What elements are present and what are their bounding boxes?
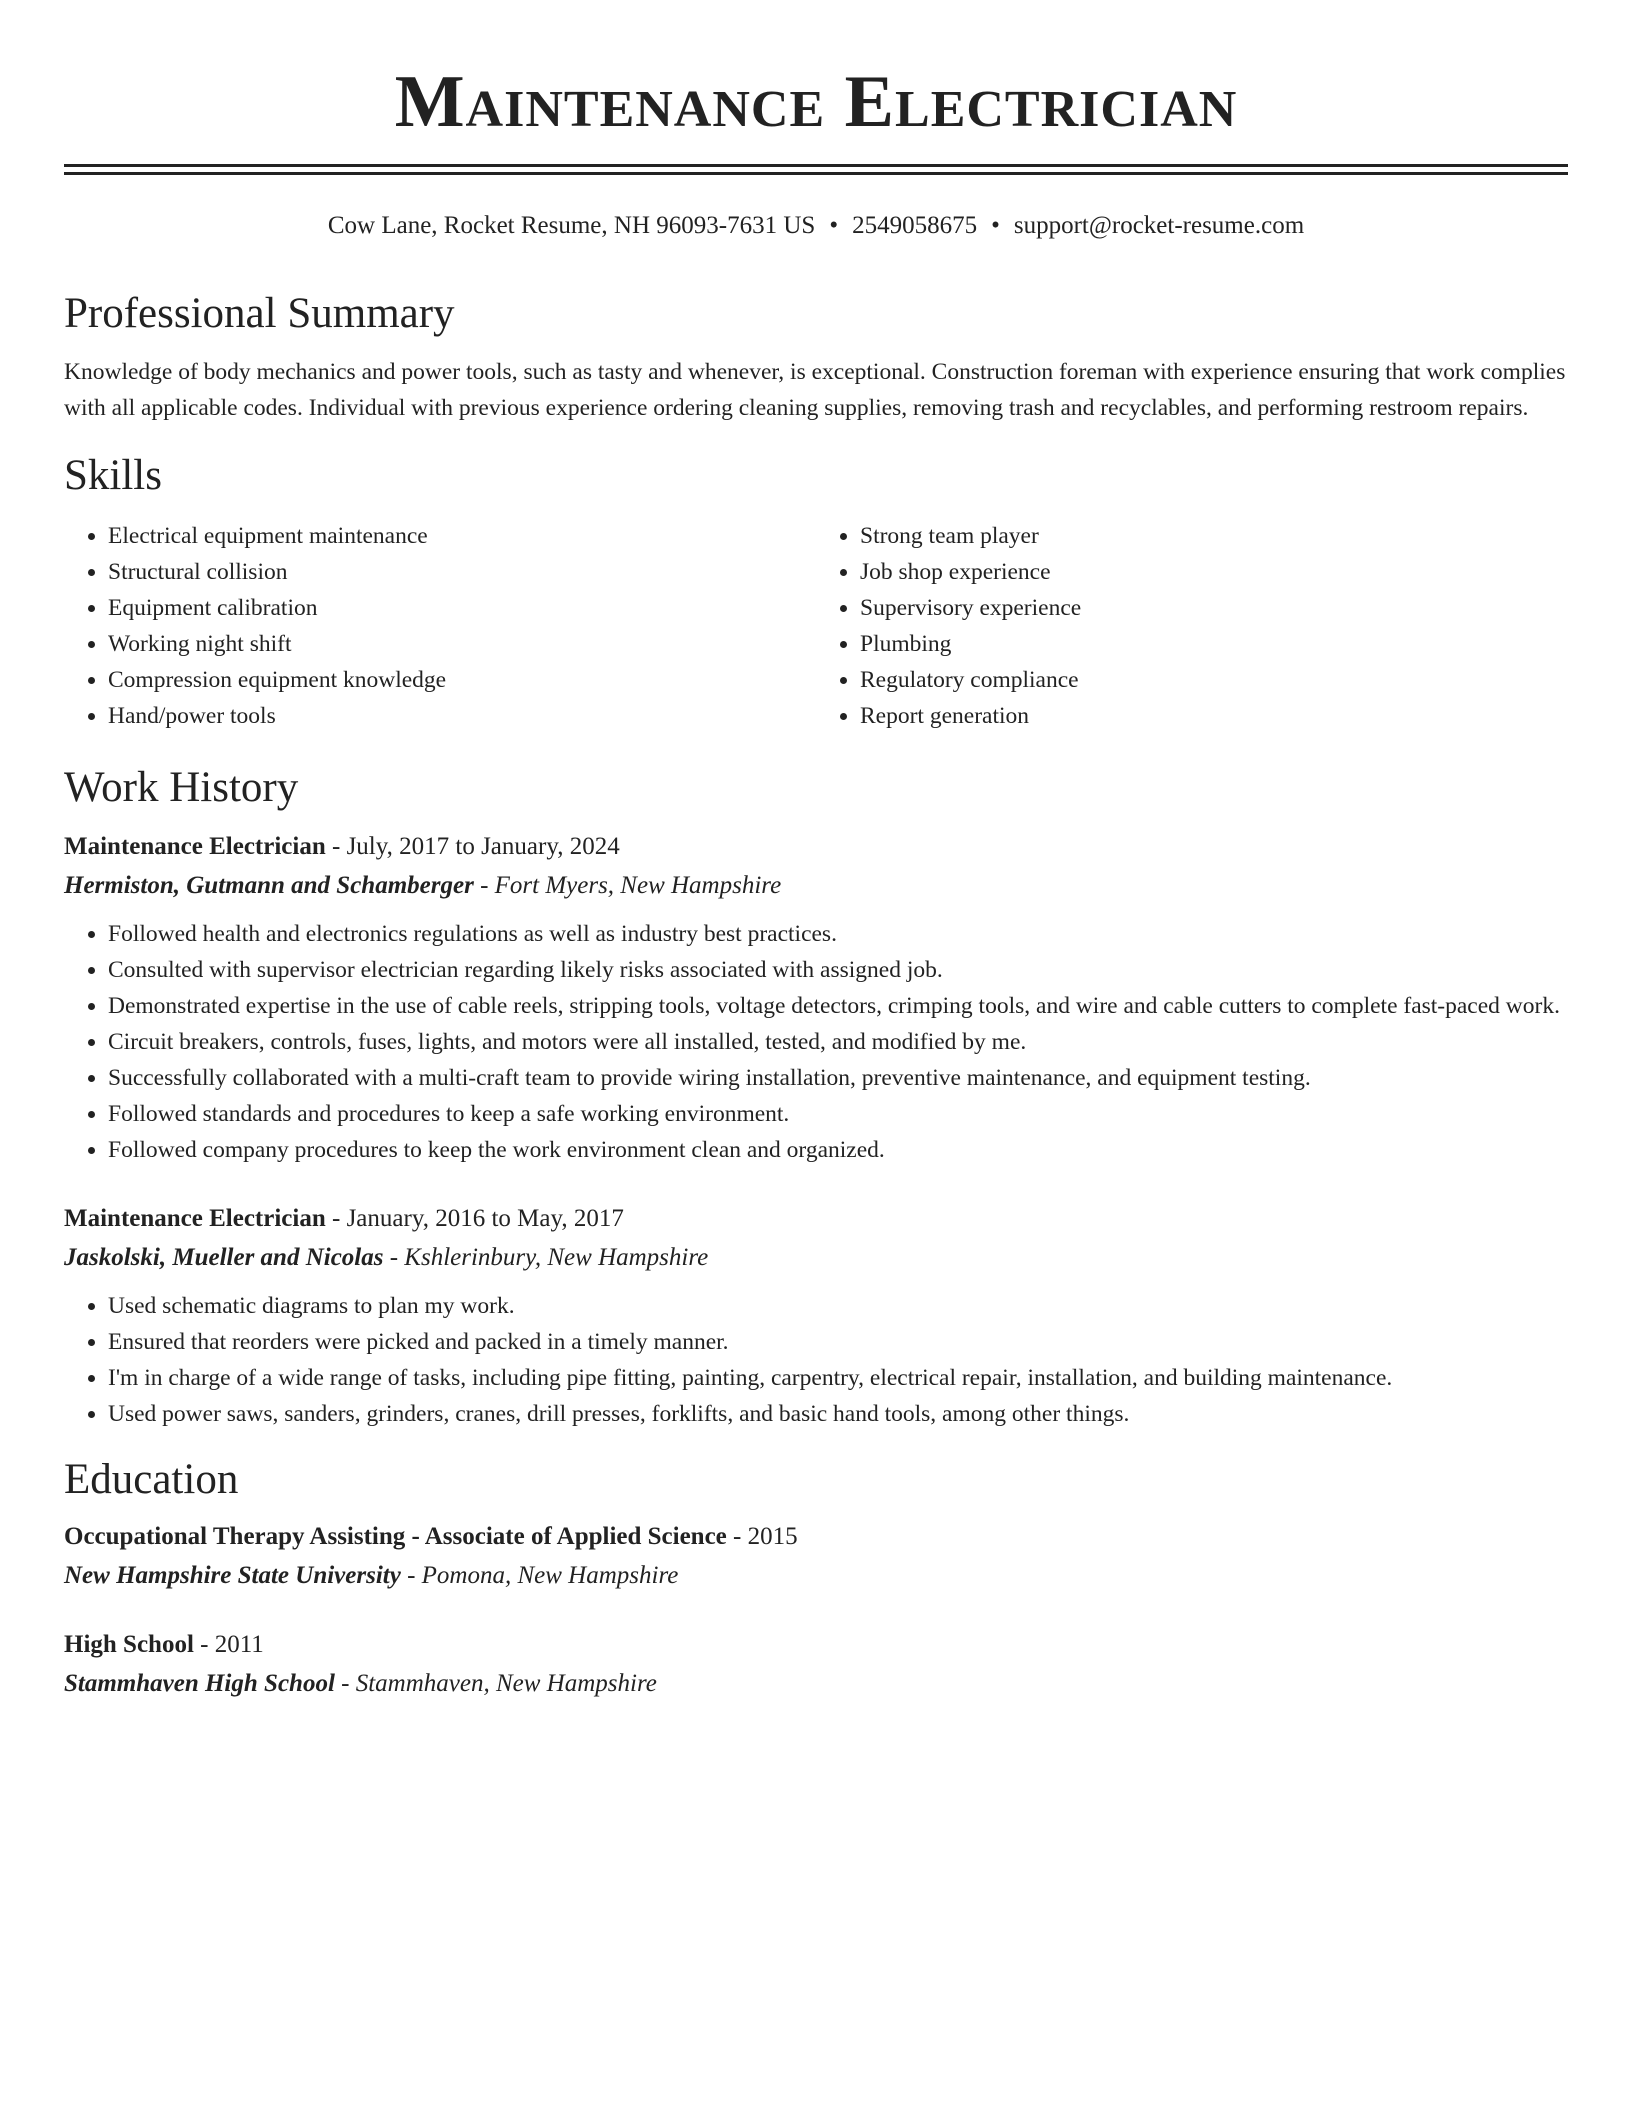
education-year: - 2011 bbox=[200, 1631, 264, 1658]
job-company: Jaskolski, Mueller and Nicolas bbox=[64, 1244, 384, 1271]
contact-separator: • bbox=[991, 212, 1000, 239]
skill-item: • Strong team player bbox=[860, 518, 1568, 554]
skill-item: • Structural collision bbox=[108, 554, 816, 590]
job-bullet: • Followed standards and procedures to keep a safe working environment. bbox=[108, 1096, 1568, 1132]
job-bullets bbox=[64, 916, 1568, 1168]
work-heading: Work History bbox=[64, 764, 299, 811]
contact-line bbox=[64, 210, 1568, 242]
skill-item: • Hand/power tools bbox=[108, 698, 816, 734]
skills-grid bbox=[64, 518, 1568, 734]
job-role: Maintenance Electrician bbox=[64, 1205, 326, 1232]
education-school-line bbox=[64, 1664, 1568, 1704]
skill-item: • Equipment calibration bbox=[108, 590, 816, 626]
job-bullet: • Followed health and electronics regulations as well as industry best practices. bbox=[108, 916, 1568, 952]
contact-address: Cow Lane, Rocket Resume, NH 96093-7631 US bbox=[327, 212, 816, 239]
contact-phone: 2549058675 bbox=[852, 212, 978, 239]
job-bullet: • Used schematic diagrams to plan my work. bbox=[108, 1288, 1568, 1324]
skill-item: • Job shop experience bbox=[860, 554, 1568, 590]
job-dates: - January, 2016 to May, 2017 bbox=[332, 1205, 624, 1232]
job-location: - Kshlerinbury, New Hampshire bbox=[389, 1244, 709, 1271]
job-location: - Fort Myers, New Hampshire bbox=[480, 872, 782, 899]
job-bullet: • Circuit breakers, controls, fuses, lights, and motors were all installed, tested, and modified by me. bbox=[108, 1024, 1568, 1060]
job-entry bbox=[64, 828, 1568, 1168]
contact-email: support@rocket-resume.com bbox=[1013, 212, 1305, 239]
resume-name: Maintenance Electrician bbox=[394, 61, 1238, 143]
education-degree: High School bbox=[64, 1631, 194, 1658]
education-school-line bbox=[64, 1556, 1568, 1596]
job-header bbox=[64, 1200, 1568, 1238]
job-bullet: • Used power saws, sanders, grinders, cranes, drill presses, forklifts, and basic hand tools, among other things. bbox=[108, 1396, 1568, 1432]
job-company-line bbox=[64, 1238, 1568, 1278]
job-bullet: • Ensured that reorders were picked and packed in a timely manner. bbox=[108, 1324, 1568, 1360]
skills-list-right bbox=[816, 518, 1568, 734]
education-location: - Stammhaven, New Hampshire bbox=[341, 1670, 657, 1697]
job-bullet: • Demonstrated expertise in the use of cable reels, stripping tools, voltage detectors, crimping tools, and wire and cable cutters to complete fast-paced work. bbox=[108, 988, 1568, 1024]
education-degree: Occupational Therapy Assisting - Associate of Applied Science bbox=[64, 1523, 727, 1550]
skill-item: • Electrical equipment maintenance bbox=[108, 518, 816, 554]
contact-separator: • bbox=[829, 212, 839, 239]
education-year: - 2015 bbox=[733, 1523, 798, 1550]
summary-text: Knowledge of body mechanics and power tools, such as tasty and whenever, is exceptional. Construction foreman with experience ensuring that work complies with all applicable codes. Individual with previous experience ordering cleaning supplies, removing trash and recyclables, and performing restroom repairs. bbox=[64, 359, 1566, 421]
header-double-rule bbox=[64, 164, 1568, 175]
skill-item: • Working night shift bbox=[108, 626, 816, 662]
education-degree-line bbox=[64, 1518, 1568, 1556]
education-school: New Hampshire State University bbox=[64, 1562, 401, 1589]
job-dates: - July, 2017 to January, 2024 bbox=[332, 833, 620, 860]
skill-item: • Supervisory experience bbox=[860, 590, 1568, 626]
skill-item: • Regulatory compliance bbox=[860, 662, 1568, 698]
job-bullet: • Consulted with supervisor electrician regarding likely risks associated with assigned job. bbox=[108, 952, 1568, 988]
job-company: Hermiston, Gutmann and Schamberger bbox=[64, 872, 474, 899]
job-bullet: • Followed company procedures to keep the work environment clean and organized. bbox=[108, 1132, 1568, 1168]
summary-heading: Professional Summary bbox=[64, 290, 455, 337]
skills-heading: Skills bbox=[64, 452, 162, 499]
education-entry bbox=[64, 1626, 1568, 1704]
education-location: - Pomona, New Hampshire bbox=[407, 1562, 679, 1589]
education-school: Stammhaven High School bbox=[64, 1670, 335, 1697]
skills-list-left bbox=[64, 518, 816, 734]
education-entry bbox=[64, 1518, 1568, 1596]
job-company-line bbox=[64, 866, 1568, 906]
job-bullet: • I'm in charge of a wide range of tasks, including pipe fitting, painting, carpentry, electrical repair, installation, and building maintenance. bbox=[108, 1360, 1568, 1396]
job-bullets bbox=[64, 1288, 1568, 1432]
skill-item: • Plumbing bbox=[860, 626, 1568, 662]
skill-item: • Compression equipment knowledge bbox=[108, 662, 816, 698]
job-bullet: • Successfully collaborated with a multi-craft team to provide wiring installation, preventive maintenance, and equipment testing. bbox=[108, 1060, 1568, 1096]
education-degree-line bbox=[64, 1626, 1568, 1664]
education-heading: Education bbox=[64, 1456, 239, 1503]
job-entry bbox=[64, 1200, 1568, 1432]
skill-item: • Report generation bbox=[860, 698, 1568, 734]
job-header bbox=[64, 828, 1568, 866]
job-role: Maintenance Electrician bbox=[64, 833, 326, 860]
